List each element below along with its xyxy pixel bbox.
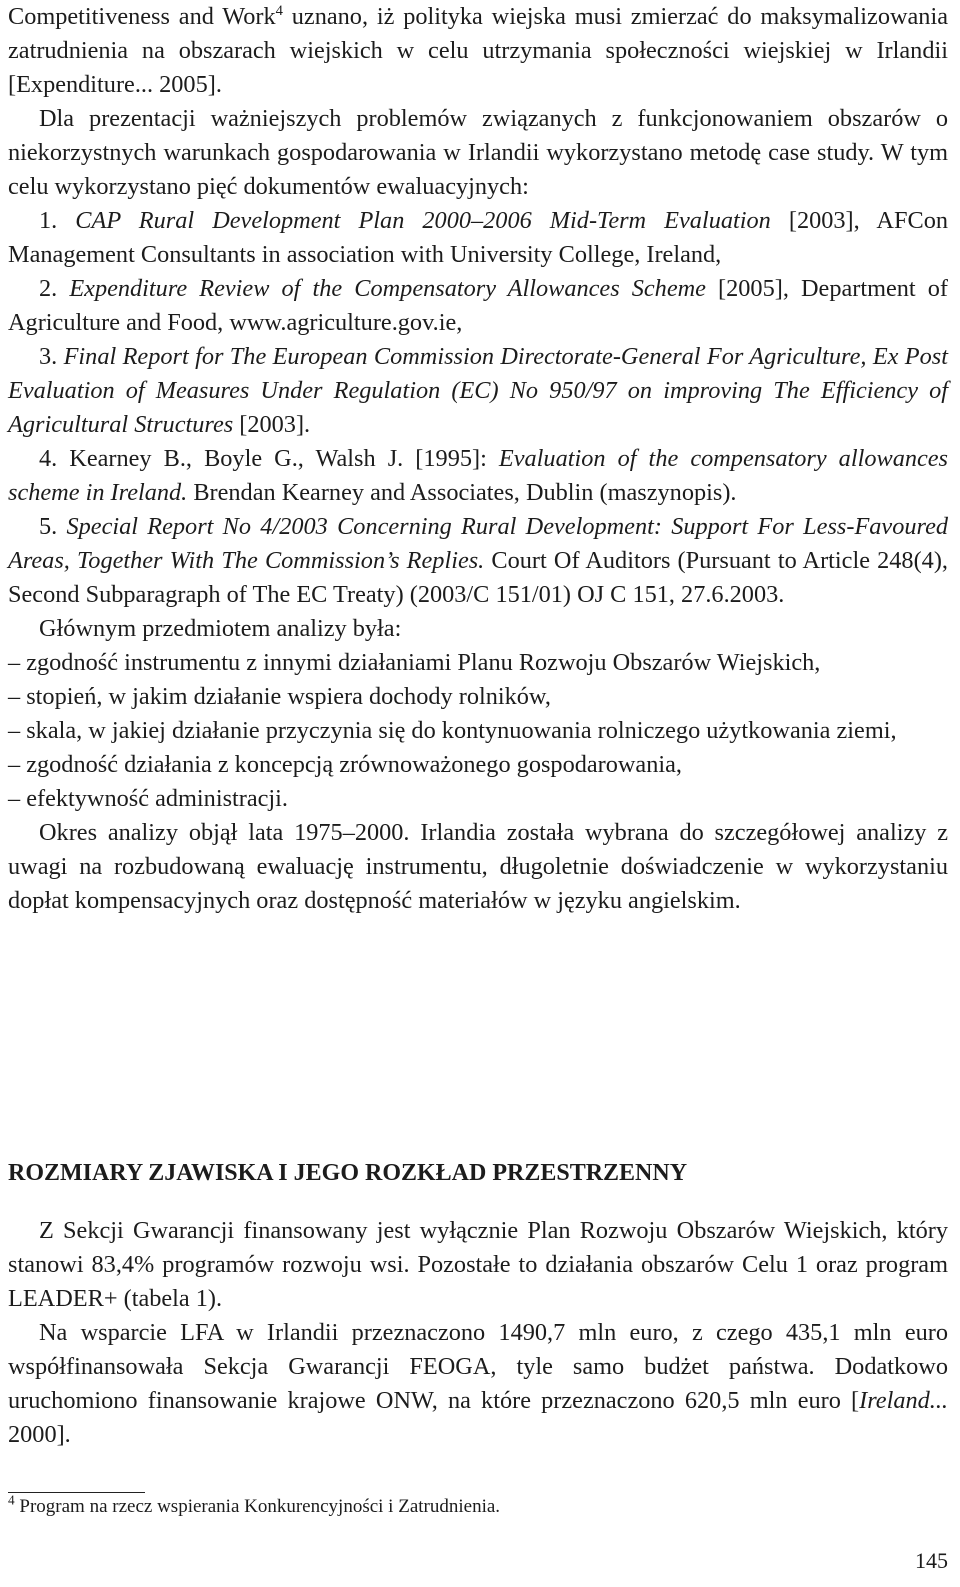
section-heading: ROZMIARY ZJAWISKA I JEGO ROZKŁAD PRZESTRZENNY: [8, 1160, 688, 1186]
footnote-number: 4: [8, 1492, 15, 1508]
section-paragraph-1: Z Sekcji Gwarancji finansowany jest wyłącznie Plan Rozwoju Obszarów Wiejskich, który stanowi 83,4% programów rozwoju wsi. Pozostałe to działania obszarów Celu 1 oraz program LEADER+ (tabela 1).: [8, 1217, 948, 1312]
document-title: Expenditure Review of the Compensatory Allowances Scheme: [69, 275, 706, 302]
document-item: 4. Kearney B., Boyle G., Walsh J. [1995]: Evaluation of the compensatory allowances scheme in Ireland. Brendan Kearney and Associates, Dublin (maszynopis).: [8, 445, 949, 506]
document-title: CAP Rural Development Plan 2000–2006 Mid-Term Evaluation: [75, 207, 771, 234]
document-title: Evaluation of the compensatory allowances scheme in Ireland.: [8, 445, 949, 506]
analysis-list: [8, 646, 948, 816]
footnote: $^4$ Program na rzecz wspierania Konkurencyjności i Zatrudnienia.: [8, 1492, 501, 1517]
document-title: Special Report No 4/2003 Concerning Rural Development: Support For Less-Favoured Areas, Together With The Commission’s Replies.: [8, 513, 948, 574]
intro-paragraph-2: Dla prezentacji ważniejszych problemów związanych z funkcjonowaniem obszarów o niekorzystnych warunkach gospodarowania w Irlandii wykorzystano metodę case study. W tym celu wykorzystano pięć dokumentów ewaluacyjnych:: [8, 105, 948, 200]
document-item: 3. Final Report for The European Commission Directorate-General For Agriculture, Ex Post Evaluation of Measures Under Regulation (EC) No 950/97 on improving The Efficiency of Agricultural Structures [2003].: [8, 343, 949, 438]
list-item: – skala, w jakiej działanie przyczynia się do kontynuowania rolniczego użytkowania ziemi,: [8, 717, 897, 744]
footnote-divider: [8, 1492, 145, 1493]
document-title: Final Report for The European Commission Directorate-General For Agriculture, Ex Post Evaluation of Measures Under Regulation (EC) No 950/97 on improving The Efficiency of Agricultural Structures: [8, 343, 949, 438]
list-item: – stopień, w jakim działanie wspiera dochody rolników,: [8, 683, 551, 710]
page-number: 145: [915, 1548, 948, 1573]
analysis-period-paragraph: Okres analizy objął lata 1975–2000. Irlandia została wybrana do szczegółowej analizy z uwagi na rozbudowaną ewaluację instrumentu, długoletnie doświadczenie w wykorzystaniu dopłat kompensacyjnych oraz dostępność materiałów w języku angielskim.: [8, 819, 948, 914]
footnote-marker: 4: [275, 2, 283, 19]
document-item: 1. CAP Rural Development Plan 2000–2006 Mid-Term Evaluation [2003], AFCon Management Consultants in association with University College, Ireland,: [8, 207, 948, 268]
list-item: – efektywność administracji.: [8, 785, 289, 812]
list-item: – zgodność instrumentu z innymi działaniami Planu Rozwoju Obszarów Wiejskich,: [8, 649, 821, 676]
section-body: [8, 1214, 948, 1452]
analysis-lead: Głównym przedmiotem analizy była:: [39, 615, 402, 642]
intro-block: [8, 0, 948, 918]
section-paragraph-2: Na wsparcie LFA w Irlandii przeznaczono 1490,7 mln euro, z czego 435,1 mln euro współfinansowała Sekcja Gwarancji FEOGA, tyle samo budżet państwa. Dodatkowo uruchomiono finansowanie krajowe ONW, na które przeznaczono 620,5 mln euro [Ireland... 2000].: [8, 1319, 948, 1448]
intro-paragraph-1: Competitiveness and Work$^4$ uznano, iż polityka wiejska musi zmierzać do maksymalizowania zatrudnienia na obszarach wiejskich w celu utrzymania społeczności wiejskiej w Irlandii [Expenditure... 2005].: [8, 2, 948, 98]
document-item: 5. Special Report No 4/2003 Concerning Rural Development: Support For Less-Favoured Areas, Together With The Commission’s Replies. Court Of Auditors (Pursuant to Article 248(4), Second Subparagraph of The EC Treaty) (2003/C 151/01) OJ C 151, 27.6.2003.: [8, 513, 948, 608]
document-list: [8, 204, 948, 612]
document-item: 2. Expenditure Review of the Compensatory Allowances Scheme [2005], Department of Agriculture and Food, www.agriculture.gov.ie,: [8, 275, 949, 336]
list-item: – zgodność działania z koncepcją zrównoważonego gospodarowania,: [8, 751, 682, 778]
